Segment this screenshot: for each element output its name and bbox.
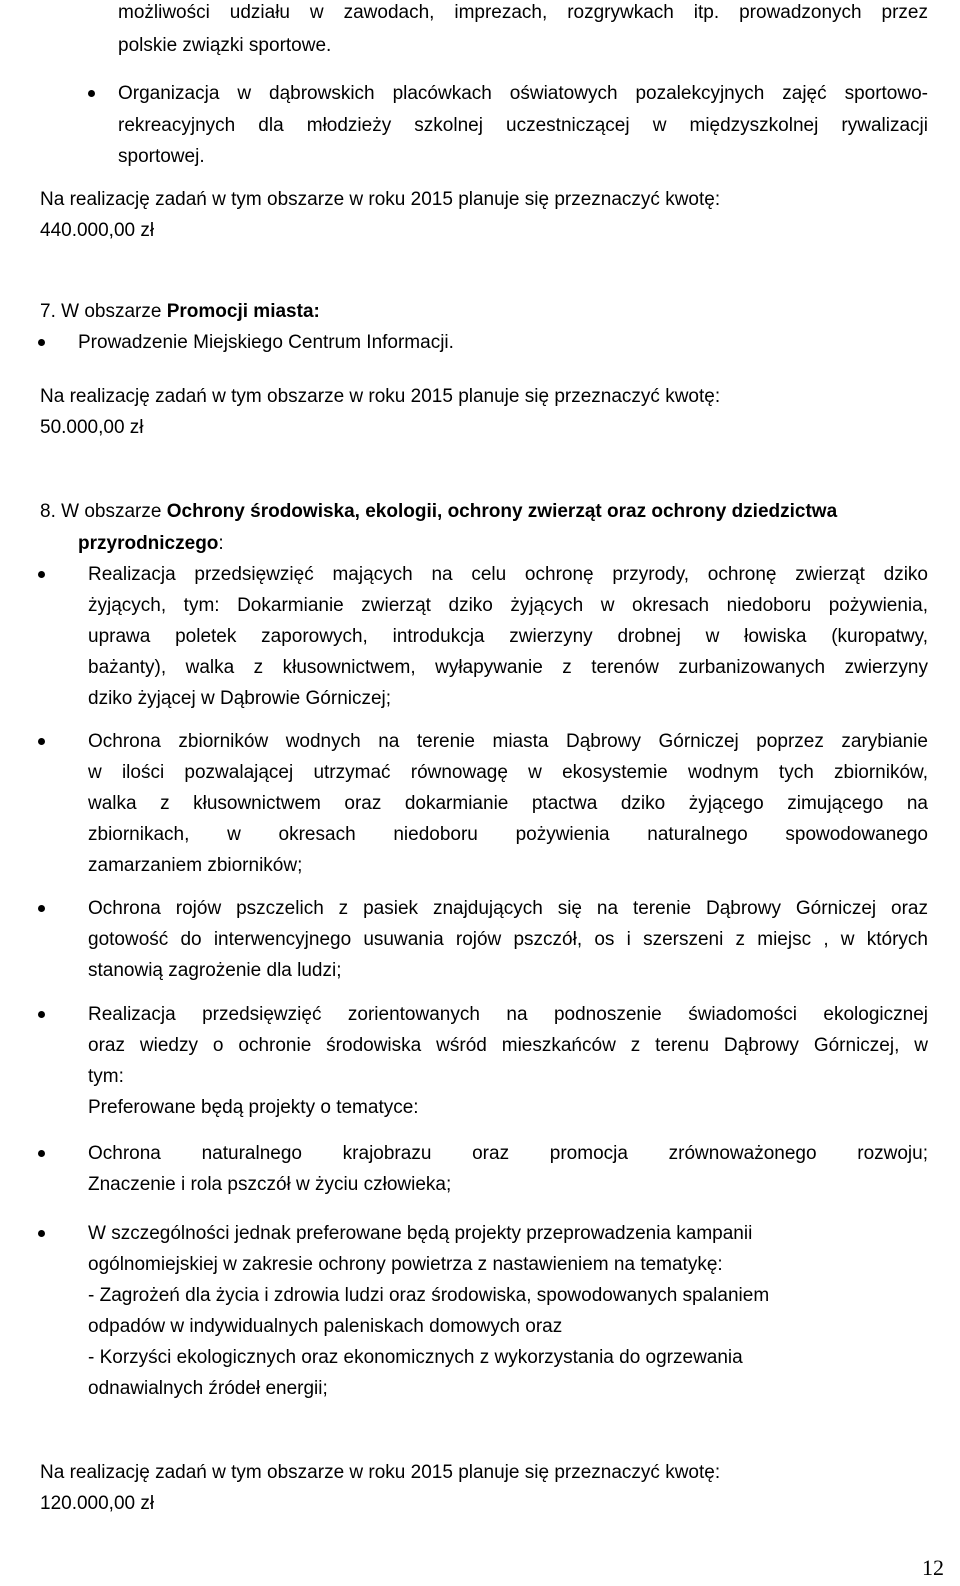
bullet-icon: [38, 1230, 45, 1237]
s8-b3-line-3: stanowią zagrożenie dla ludzi;: [88, 960, 342, 981]
bullet-icon: [38, 571, 45, 578]
section-8-prefix: W obszarze: [61, 501, 162, 522]
intro-bullet-line-3: sportowej.: [118, 146, 205, 167]
s8-b3-line-2: gotowość do interwencyjnego usuwania rojów pszczół, os i szerszeni z miejsc , w których: [88, 929, 928, 950]
section-7-prefix: W obszarze: [61, 301, 162, 322]
s8-b1-line-5: dziko żyjącej w Dąbrowie Górniczej;: [88, 688, 392, 709]
bullet-icon: [88, 90, 95, 97]
section-8-heading: [40, 502, 837, 521]
s8-b6-line-1: W szczególności jednak preferowane będą projekty przeprowadzenia kampanii: [88, 1223, 753, 1244]
s8-b2-line-3: walka z kłusownictwem oraz dokarmianie ptactwa dziko żyjącego zimującego na: [88, 793, 928, 814]
section-7-funding-text: Na realizację zadań w tym obszarze w roku 2015 planuje się przeznaczyć kwotę:: [40, 386, 721, 407]
section-8-title-cont: przyrodniczego: [78, 533, 219, 554]
section-8-title: Ochrony środowiska, ekologii, ochrony zwierząt oraz ochrony dziedzictwa: [166, 501, 838, 522]
s8-b2-line-2: w ilości pozwalającej utrzymać równowagę w ekosystemie wodnym tych zbiorników,: [88, 762, 928, 783]
bullet-icon: [38, 738, 45, 745]
section-8-number: 8.: [40, 501, 56, 522]
s8-b5-line-1: Ochrona naturalnego krajobrazu oraz promocja zrównoważonego rozwoju;: [88, 1143, 928, 1164]
s8-b4-line-2: oraz wiedzy o ochronie środowiska wśród mieszkańców z terenu Dąbrowy Górniczej, w: [88, 1035, 928, 1056]
section-8-heading-colon: :: [218, 533, 224, 554]
intro-funding-text: Na realizację zadań w tym obszarze w roku 2015 planuje się przeznaczyć kwotę:: [40, 189, 721, 210]
s8-b4-line-3: tym:: [88, 1066, 124, 1087]
intro-funding-amount: 440.000,00 zł: [40, 220, 155, 241]
s8-b4-line-4: Preferowane będą projekty o tematyce:: [88, 1097, 419, 1118]
s8-b2-line-4: zbiornikach, w okresach niedoboru pożywienia naturalnego spowodowanego: [88, 824, 928, 845]
s8-b1-line-4: bażanty), walka z kłusownictwem, wyłapywanie z terenów zurbanizowanych zwierzyny: [88, 657, 928, 678]
s8-b6-line-2: ogólnomiejskiej w zakresie ochrony powietrza z nastawieniem na tematykę:: [88, 1254, 723, 1275]
section-8-funding-amount: 120.000,00 zł: [40, 1493, 155, 1514]
bullet-icon: [38, 1011, 45, 1018]
bullet-icon: [38, 1150, 45, 1157]
bullet-icon: [38, 905, 45, 912]
s8-b6-line-3: - Zagrożeń dla życia i zdrowia ludzi oraz środowiska, spowodowanych spalaniem: [88, 1285, 770, 1306]
section-8-funding-text: Na realizację zadań w tym obszarze w roku 2015 planuje się przeznaczyć kwotę:: [40, 1462, 721, 1483]
intro-continuation-line-1: możliwości udziału w zawodach, imprezach, rozgrywkach itp. prowadzonych przez: [118, 2, 928, 23]
s8-b2-line-5: zamarzaniem zbiorników;: [88, 855, 303, 876]
s8-b6-line-4: odpadów w indywidualnych paleniskach domowych oraz: [88, 1316, 563, 1337]
s8-b5-line-2: Znaczenie i rola pszczół w życiu człowieka;: [88, 1174, 452, 1195]
section-7-number: 7.: [40, 301, 56, 322]
s8-b4-line-1: Realizacja przedsięwzięć zorientowanych na podnoszenie świadomości ekologicznej: [88, 1004, 928, 1025]
s8-b6-line-6: odnawialnych źródeł energii;: [88, 1378, 328, 1399]
section-8-heading-line-2: [78, 534, 224, 553]
s8-b1-line-2: żyjących, tym: Dokarmianie zwierząt dziko żyjących w okresach niedoboru pożywienia,: [88, 595, 928, 616]
s8-b3-line-1: Ochrona rojów pszczelich z pasiek znajdujących się na terenie Dąbrowy Górniczej oraz: [88, 898, 928, 919]
page-number: 12: [922, 1555, 944, 1580]
s8-b1-line-1: Realizacja przedsięwzięć mających na celu ochronę przyrody, ochronę zwierząt dziko: [88, 564, 928, 585]
section-7-bullet: Prowadzenie Miejskiego Centrum Informacji.: [78, 332, 454, 353]
section-7-heading: [40, 302, 320, 321]
section-7-title: Promocji miasta:: [166, 301, 320, 322]
intro-bullet-line-2: rekreacyjnych dla młodzieży szkolnej uczestniczącej w międzyszkolnej rywalizacji: [118, 115, 928, 136]
s8-b1-line-3: uprawa poletek zaporowych, introdukcja zwierzyny drobnej w łowiska (kuropatwy,: [88, 626, 928, 647]
intro-continuation-line-2: polskie związki sportowe.: [118, 35, 332, 56]
intro-bullet-line-1: Organizacja w dąbrowskich placówkach oświatowych pozalekcyjnych zajęć sportowo-: [118, 83, 928, 104]
bullet-icon: [38, 339, 45, 346]
section-7-funding-amount: 50.000,00 zł: [40, 417, 144, 438]
s8-b6-line-5: - Korzyści ekologicznych oraz ekonomicznych z wykorzystania do ogrzewania: [88, 1347, 743, 1368]
s8-b2-line-1: Ochrona zbiorników wodnych na terenie miasta Dąbrowy Górniczej poprzez zarybianie: [88, 731, 928, 752]
